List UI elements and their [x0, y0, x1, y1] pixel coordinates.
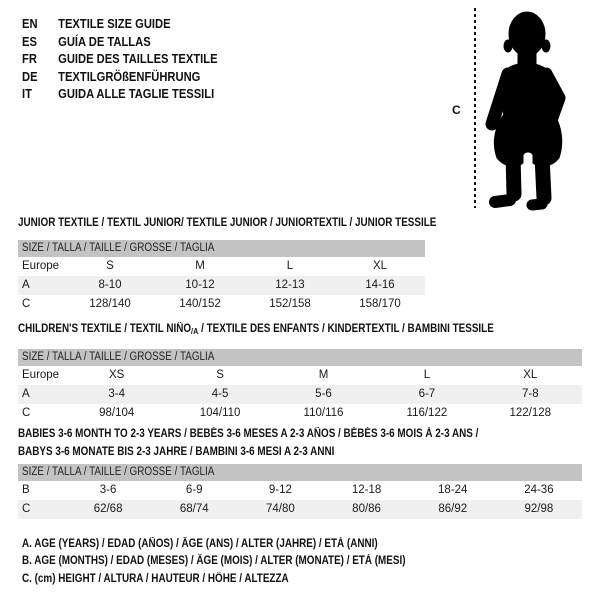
table-cell: L: [423, 369, 431, 381]
size-table-children: [18, 349, 582, 423]
table-cell: 7-8: [521, 388, 539, 400]
guide-title: GUIDA ALLE TAGLIE TESSILI: [58, 86, 215, 102]
row-label: C: [22, 503, 31, 515]
table-cell: 4-5: [211, 388, 229, 400]
language-row-en: [22, 15, 249, 33]
table-cell: S: [106, 260, 114, 272]
table-title-text: / TEXTILE DES ENFANTS / KINDERTEXTIL / BAMBINI TESSILE: [198, 323, 494, 335]
table-cell: 14-16: [365, 279, 395, 291]
table-cell: 98/104: [99, 407, 135, 419]
table-cell: 152/158: [269, 298, 311, 310]
language-row-es: [22, 33, 249, 51]
table-title-text: BABYS 3-6 MONATE BIS 2-3 JAHRE / BAMBINI 3-6 MESI A 2-3 ANNI: [18, 446, 335, 458]
language-row-it: [22, 85, 249, 103]
table-cell: 140/152: [179, 298, 221, 310]
guide-title: GUIDE DES TAILLES TEXTILE: [58, 51, 218, 67]
language-code: EN: [22, 16, 38, 31]
table-cell: 6-7: [418, 388, 436, 400]
size-table-babies: [18, 464, 582, 519]
table-cell: 86/92: [438, 503, 468, 515]
legend-note: [18, 553, 468, 570]
legend-note-text: A. AGE (YEARS) / EDAD (AÑOS) / ÂGE (ANS) / ALTER (JAHRE) / ETÀ (ANNI): [22, 538, 378, 550]
table-row-c: [18, 295, 425, 314]
table-cell: 10-12: [185, 279, 215, 291]
table-cell: 104/110: [199, 407, 241, 419]
table-row-b: [18, 481, 582, 500]
toddler-silhouette-image: [482, 8, 578, 212]
table-cell: 68/74: [179, 503, 209, 515]
table-cell: 18-24: [438, 484, 468, 496]
table-cell: 3-4: [108, 388, 125, 400]
table-title-text: CHILDREN'S TEXTILE / TEXTIL NIÑO: [18, 323, 192, 335]
table-cell: 128/140: [89, 298, 131, 310]
table-title-line: [18, 425, 553, 443]
legend-note-text: B. AGE (MONTHS) / EDAD (MESES) / ÂGE (MOIS) / ALTER (MONATE) / ETÀ (MESI): [22, 555, 406, 568]
guide-title: GUÍA DE TALLAS: [58, 33, 151, 49]
table-cell: XL: [523, 369, 538, 381]
table-title-line: [18, 443, 553, 461]
table-cell: 80/86: [352, 503, 381, 515]
language-code: DE: [22, 68, 38, 84]
table-cell: 12-13: [275, 279, 305, 291]
table-title-text: /A: [191, 326, 199, 336]
size-table-junior: [18, 240, 425, 314]
size-header-bar: [18, 240, 425, 257]
table-row-a: [18, 385, 582, 404]
table-cell: 62/68: [93, 503, 123, 515]
legend-note: [18, 571, 468, 588]
table-cell: 122/128: [509, 407, 552, 419]
table-cell: 110/116: [303, 407, 344, 419]
language-row-fr: [22, 50, 249, 68]
table-cell: 74/80: [266, 503, 295, 515]
row-label: Europe: [22, 369, 60, 381]
table-cell: 12-18: [351, 484, 382, 496]
table-row-europe: [18, 366, 582, 385]
legend-note-text: C. (cm) HEIGHT / ALTURA / HAUTEUR / HÖHE / ALTEZZA: [22, 572, 289, 585]
row-label: A: [22, 388, 30, 400]
table-cell: S: [216, 369, 224, 381]
table-cell: 9-12: [268, 484, 292, 496]
size-header-text: SIZE / TALLA / TAILLE / GRÖSSE / TAGLIA: [22, 466, 215, 478]
language-row-de: [22, 68, 249, 86]
table-cell: M: [318, 369, 329, 381]
size-header-text: SIZE / TALLA / TAILLE / GRÖSSE / TAGLIA: [22, 351, 215, 363]
row-label: Europe: [22, 260, 60, 272]
row-label: B: [22, 484, 30, 496]
table-cell: XS: [109, 369, 125, 381]
table-cell: 116/122: [406, 407, 448, 419]
legend-note: [18, 536, 468, 553]
size-header-bar: [18, 464, 582, 481]
table-cell: 8-10: [98, 279, 122, 291]
table-title-babies: [18, 425, 553, 461]
table-title-text: BABIES 3-6 MONTH TO 2-3 YEARS / BEBÉS 3-6 MESES A 2-3 AÑOS / BÉBÉS 3-6 MOIS À 2-3 ANS /: [18, 428, 479, 440]
row-label: A: [22, 279, 30, 291]
table-row-c: [18, 404, 582, 423]
height-measure-label: C: [452, 103, 461, 117]
table-cell: 5-6: [315, 388, 332, 400]
legend-notes: [18, 536, 468, 588]
row-label: C: [22, 298, 31, 310]
table-row-a: [18, 276, 425, 295]
language-title-list: [22, 15, 249, 103]
language-code: ES: [22, 33, 37, 49]
size-header-text: SIZE / TALLA / TAILLE / GRÖSSE / TAGLIA: [22, 242, 215, 254]
table-cell: XL: [372, 260, 388, 272]
table-title-line: [18, 320, 571, 340]
height-measure-dashed-line: [474, 8, 476, 208]
table-row-europe: [18, 257, 425, 276]
language-code: IT: [22, 86, 32, 102]
table-cell: M: [195, 260, 205, 272]
table-cell: 24-36: [524, 484, 554, 496]
guide-title: TEXTILGRÖßENFÜHRUNG: [58, 68, 201, 84]
guide-title: TEXTILE SIZE GUIDE: [58, 16, 171, 31]
table-cell: 92/98: [524, 503, 554, 515]
table-title-junior: [18, 214, 504, 232]
size-header-bar: [18, 349, 582, 366]
table-title-line: [18, 214, 504, 232]
table-row-c: [18, 500, 582, 519]
table-cell: L: [286, 260, 294, 272]
table-title-children: [18, 320, 571, 340]
table-cell: 3-6: [99, 484, 117, 496]
table-cell: 158/170: [359, 298, 401, 310]
row-label: C: [22, 407, 31, 419]
language-code: FR: [22, 51, 37, 67]
table-title-text: JUNIOR TEXTILE / TEXTIL JUNIOR/ TEXTILE JUNIOR / JUNIORTEXTIL / JUNIOR TESSILE: [18, 217, 437, 229]
table-cell: 6-9: [185, 484, 203, 496]
